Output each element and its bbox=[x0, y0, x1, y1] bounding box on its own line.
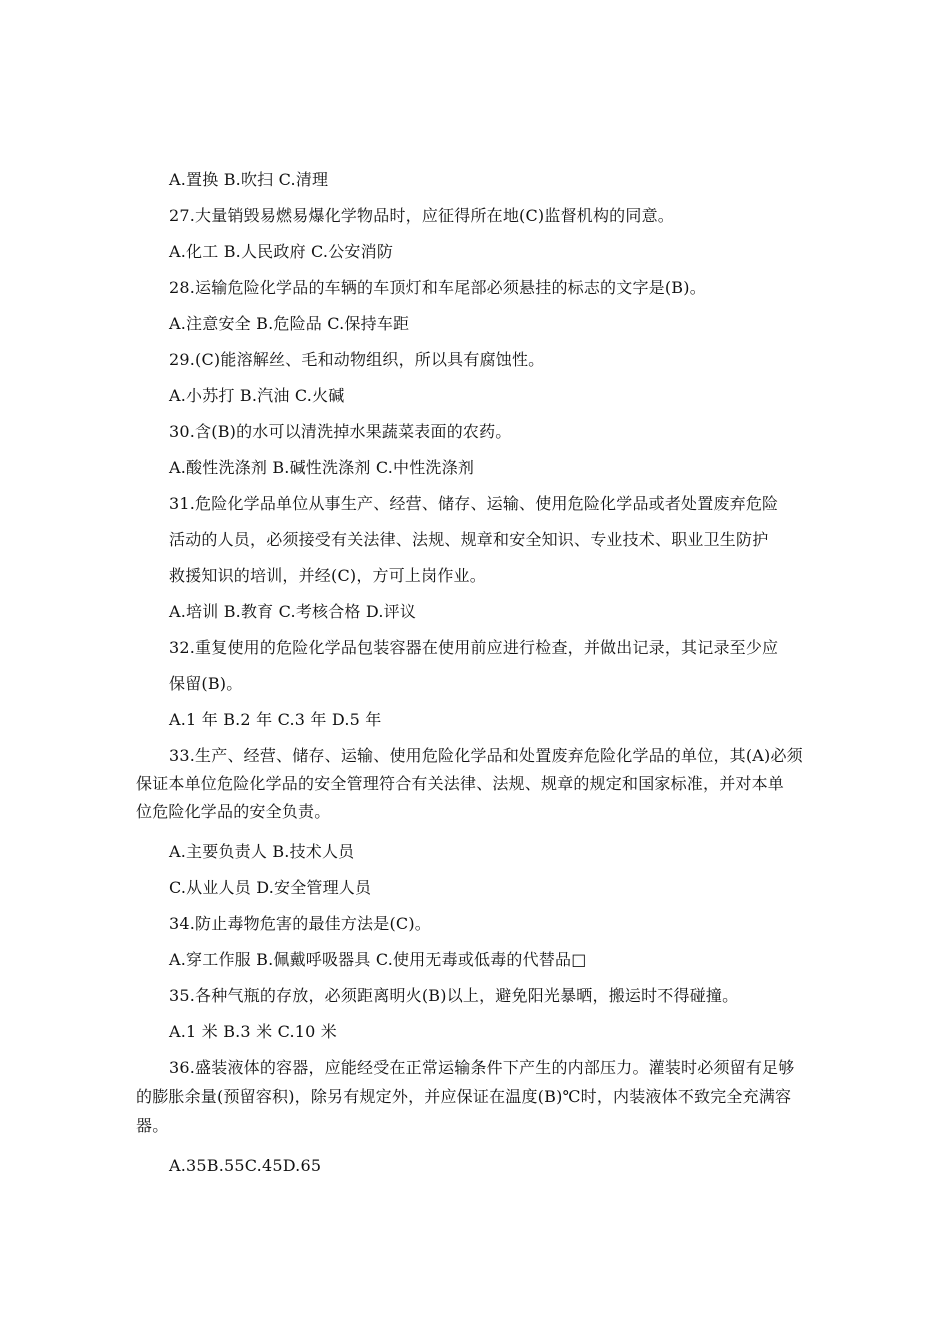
question-35: 35.各种气瓶的存放，必须距离明火(B)以上，避免阳光暴晒，搬运时不得碰撞。 bbox=[169, 986, 739, 1005]
answer-options-32: A.1 年 B.2 年 C.3 年 D.5 年 bbox=[169, 710, 382, 729]
question-31-line-3: 救援知识的培训，并经(C)，方可上岗作业。 bbox=[169, 566, 486, 585]
question-32-line-1: 32.重复使用的危险化学品包装容器在使用前应进行检查，并做出记录，其记录至少应 bbox=[169, 638, 779, 657]
answer-options-30: A.酸性洗涤剂 B.碱性洗涤剂 C.中性洗涤剂 bbox=[169, 458, 475, 477]
question-31-line-2: 活动的人员，必须接受有关法律、法规、规章和安全知识、专业技术、职业卫生防护 bbox=[169, 530, 769, 549]
question-36-line-2: 的膨胀余量(预留容积)，除另有规定外，并应保证在温度(B)℃时，内装液体不致完全充满容 bbox=[136, 1087, 792, 1106]
answer-options-33-line-1: A.主要负责人 B.技术人员 bbox=[169, 842, 355, 861]
answer-options-33-line-2: C.从业人员 D.安全管理人员 bbox=[169, 878, 372, 897]
answer-options-36: A.35B.55C.45D.65 bbox=[169, 1156, 322, 1175]
question-27: 27.大量销毁易燃易爆化学物品时，应征得所在地(C)监督机构的同意。 bbox=[169, 206, 674, 225]
question-29: 29.(C)能溶解丝、毛和动物组织，所以具有腐蚀性。 bbox=[169, 350, 545, 369]
answer-options-35: A.1 米 B.3 米 C.10 米 bbox=[169, 1022, 337, 1041]
question-31-line-1: 31.危险化学品单位从事生产、经营、储存、运输、使用危险化学品或者处置废弃危险 bbox=[169, 494, 779, 513]
question-28: 28.运输危险化学品的车辆的车顶灯和车尾部必须悬挂的标志的文字是(B)。 bbox=[169, 278, 706, 297]
answer-options-26: A.置换 B.吹扫 C.清理 bbox=[169, 170, 329, 189]
question-34: 34.防止毒物危害的最佳方法是(C)。 bbox=[169, 914, 431, 933]
question-32-line-2: 保留(B)。 bbox=[169, 674, 243, 693]
question-36-line-3: 器。 bbox=[136, 1116, 169, 1135]
question-36-line-1: 36.盛装液体的容器，应能经受在正常运输条件下产生的内部压力。灌装时必须留有足够 bbox=[169, 1058, 795, 1077]
answer-options-27: A.化工 B.人民政府 C.公安消防 bbox=[169, 242, 394, 261]
question-33-line-2: 保证本单位危险化学品的安全管理符合有关法律、法规、规章的规定和国家标准，并对本单 bbox=[136, 774, 785, 793]
answer-options-29: A.小苏打 B.汽油 C.火碱 bbox=[169, 386, 345, 405]
question-33-line-3: 位危险化学品的安全负责。 bbox=[136, 802, 331, 821]
answer-options-28: A.注意安全 B.危险品 C.保持车距 bbox=[169, 314, 410, 333]
question-33-line-1: 33.生产、经营、储存、运输、使用危险化学品和处置废弃危险化学品的单位，其(A)必须 bbox=[169, 746, 803, 765]
question-30: 30.含(B)的水可以清洗掉水果蔬菜表面的农药。 bbox=[169, 422, 512, 441]
answer-options-34: A.穿工作服 B.佩戴呼吸器具 C.使用无毒或低毒的代替品□ bbox=[169, 950, 587, 969]
answer-options-31: A.培训 B.教育 C.考核合格 D.评议 bbox=[169, 602, 417, 621]
